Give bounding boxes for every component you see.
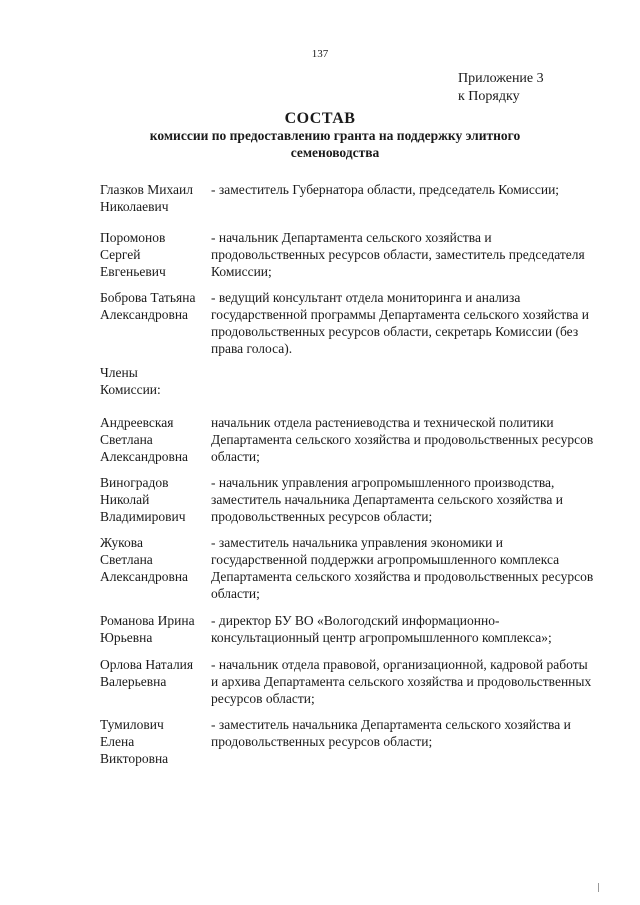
name-line: Андреевская <box>100 415 174 430</box>
name-line: Поромонов <box>100 230 166 245</box>
name-line: Орлова Наталия <box>100 657 194 672</box>
member-name <box>100 229 211 289</box>
member-entry <box>100 229 595 289</box>
document-subtitle <box>120 127 550 161</box>
members-label-line: Члены <box>100 365 138 380</box>
subtitle-line-1: комиссии по предоставлению гранта на поддержку элитного <box>149 128 521 143</box>
page-number: 137 <box>311 48 329 60</box>
member-role: - заместитель Губернатора области, председатель Комиссии; <box>211 182 560 197</box>
name-line: Тумилович <box>100 717 164 732</box>
member-entry <box>100 181 595 229</box>
name-line: Сергей <box>100 247 141 262</box>
member-name <box>100 534 211 612</box>
name-line: Виноградов <box>100 475 169 490</box>
subtitle-line-2: семеноводства <box>290 145 380 160</box>
appendix-line-2: к Порядку <box>458 89 520 104</box>
name-line: Александровна <box>100 569 189 584</box>
name-line: Николай <box>100 492 150 507</box>
commission-list <box>100 181 595 772</box>
member-entry <box>100 289 595 364</box>
scan-margin-mark <box>598 883 599 892</box>
name-line: Елена <box>100 734 135 749</box>
member-role: - директор БУ ВО «Вологодский информационно-консультационный центр агропромышленного комплекса»; <box>211 613 552 645</box>
name-line: Александровна <box>100 307 189 322</box>
name-line: Евгеньевич <box>100 264 166 279</box>
name-line: Романова Ирина <box>100 613 195 628</box>
member-name <box>100 656 211 716</box>
member-name <box>100 414 211 474</box>
member-entry <box>100 656 595 716</box>
name-line: Светлана <box>100 432 153 447</box>
appendix-line-1: Приложение 3 <box>458 71 544 86</box>
name-line: Викторовна <box>100 751 169 766</box>
member-role: - ведущий консультант отдела мониторинга и анализа государственной программы Департамента сельского хозяйства и продовольственных ресурсов области, секретарь Комиссии (без права голоса). <box>211 290 589 356</box>
member-role: - начальник отдела правовой, организационной, кадровой работы и архива Департамента сельского хозяйства и продовольственных ресурсов области; <box>211 657 592 706</box>
member-name <box>100 289 211 364</box>
member-role: - заместитель начальника управления экономики и государственной поддержки агропромышленного комплекса Департамента сельского хозяйства и продовольственных ресурсов области; <box>211 535 594 601</box>
members-label <box>100 364 595 400</box>
member-name <box>100 612 211 656</box>
member-entry <box>100 474 595 534</box>
member-role: - начальник управления агропромышленного производства, заместитель начальника Департамента сельского хозяйства и продовольственных ресурсов области; <box>211 475 563 524</box>
member-name <box>100 716 211 772</box>
member-name <box>100 181 211 229</box>
member-entry <box>100 612 595 656</box>
name-line: Валерьевна <box>100 674 167 689</box>
members-label-line: Комиссии: <box>100 382 161 397</box>
name-line: Светлана <box>100 552 153 567</box>
name-line: Николаевич <box>100 199 169 214</box>
name-line: Глазков Михаил <box>100 182 193 197</box>
member-entry <box>100 716 595 772</box>
name-line: Александровна <box>100 449 189 464</box>
name-line: Владимирович <box>100 509 186 524</box>
member-entry <box>100 534 595 612</box>
name-line: Юрьевна <box>100 630 153 645</box>
member-role: - начальник Департамента сельского хозяйства и продовольственных ресурсов области, заместитель председателя Комиссии; <box>211 230 585 279</box>
name-line: Боброва Татьяна <box>100 290 196 305</box>
appendix-reference <box>458 70 544 106</box>
name-line: Жукова <box>100 535 143 550</box>
member-role: начальник отдела растениеводства и технической политики Департамента сельского хозяйства и продовольственных ресурсов области; <box>211 415 594 464</box>
member-entry <box>100 414 595 474</box>
document-title: СОСТАВ <box>284 110 356 127</box>
member-role: - заместитель начальника Департамента сельского хозяйства и продовольственных ресурсов области; <box>211 717 571 749</box>
member-name <box>100 474 211 534</box>
